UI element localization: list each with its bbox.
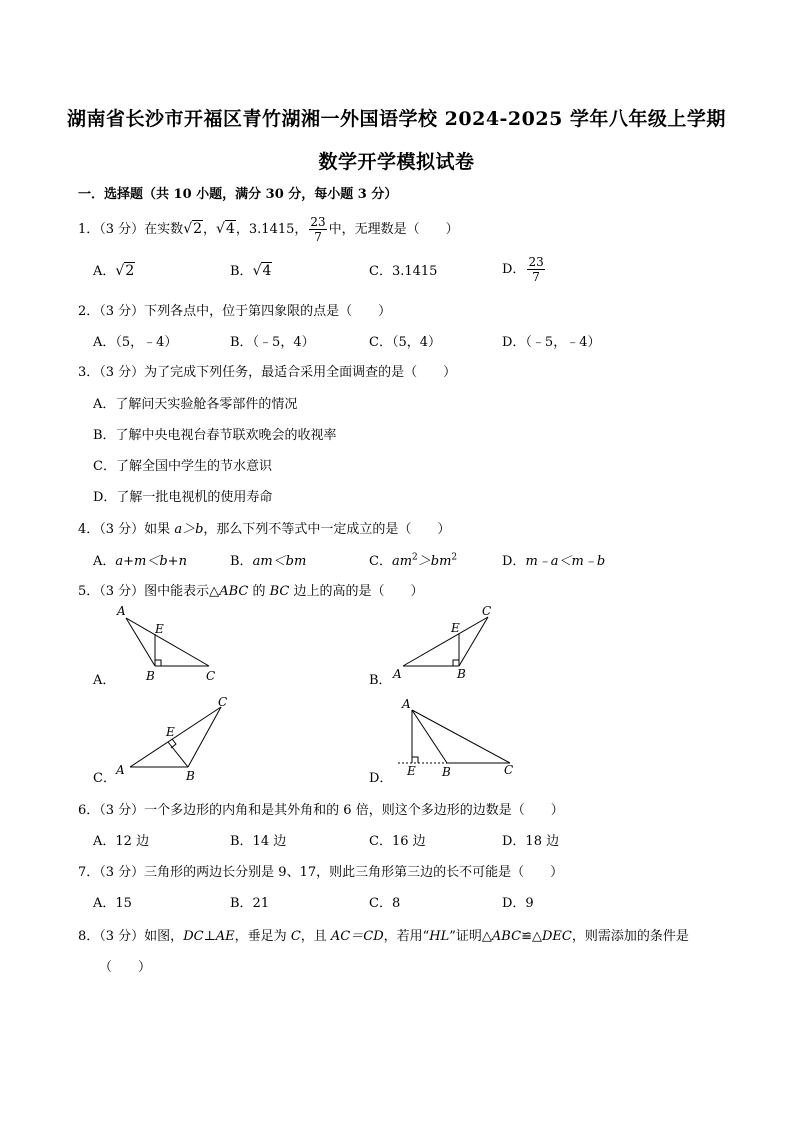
q7-option-b: B．21 bbox=[230, 896, 270, 911]
q6-option-d: D．18 边 bbox=[502, 834, 560, 849]
q5-figure-a bbox=[110, 600, 230, 685]
fraction-23-7: $\frac{23}{7}$ bbox=[310, 215, 326, 244]
q5-option-b-label: B． bbox=[369, 673, 392, 688]
q7-option-c: C．8 bbox=[369, 896, 401, 911]
q4-option-d: D．m﹣a＜m﹣b bbox=[502, 554, 606, 569]
question-2: 2．（3 分）下列各点中，位于第四象限的点是（ ） bbox=[78, 304, 392, 319]
q4-option-b: B．am＜bm bbox=[230, 554, 307, 569]
q1-option-c: C．3.1415 bbox=[369, 264, 438, 279]
q6-option-b: B．14 边 bbox=[230, 834, 287, 849]
q3-option-a: A．了解问天实验舱各零部件的情况 bbox=[93, 397, 298, 412]
label-b: B bbox=[146, 669, 155, 683]
svg-text:B: B bbox=[457, 667, 466, 681]
section-heading: 一．选择题（共 10 小题，满分 30 分，每小题 3 分） bbox=[78, 187, 398, 202]
svg-text:B: B bbox=[186, 769, 195, 783]
svg-text:B: B bbox=[442, 765, 451, 779]
svg-text:A: A bbox=[393, 667, 402, 681]
q4-option-c: C．$am^2>bm^2$ bbox=[369, 552, 458, 569]
question-4: 4．（3 分）如果 a＞b，那么下列不等式中一定成立的是（ ） bbox=[78, 522, 451, 537]
q5-option-a-label: A． bbox=[93, 673, 116, 688]
question-3: 3．（3 分）为了完成下列任务，最适合采用全面调查的是（ ） bbox=[78, 365, 457, 380]
page-title-line2: 数学开学模拟试卷 bbox=[318, 151, 475, 173]
label-c: C bbox=[206, 669, 216, 683]
q1-option-b: B．√4 bbox=[230, 263, 272, 279]
question-1: 1．（3 分）在实数√2，√4，3.1415， $\frac{23}{7}$ 中，无理数是（ ） bbox=[78, 215, 459, 244]
q7-option-a: A．15 bbox=[93, 896, 132, 911]
q1-option-d: D． $\frac{23}{7}$ bbox=[502, 255, 544, 284]
q1-prefix: 1．（3 分）在实数 bbox=[78, 222, 184, 237]
q5-figure-c bbox=[110, 692, 250, 787]
sqrt-4: √4 bbox=[216, 221, 235, 237]
q2-option-a: A．（5，﹣4） bbox=[93, 335, 178, 350]
svg-text:C: C bbox=[504, 763, 514, 777]
question-7: 7．（3 分）三角形的两边长分别是 9、17，则此三角形第三边的长不可能是（ ） bbox=[78, 865, 564, 880]
svg-text:E: E bbox=[166, 725, 175, 739]
label-a: A bbox=[117, 604, 126, 618]
q6-option-a: A．12 边 bbox=[93, 834, 150, 849]
page-title-line1: 湖南省长沙市开福区青竹湖湘一外国语学校 2024-2025 学年八年级上学期 bbox=[67, 108, 726, 130]
label-e: E bbox=[155, 622, 164, 636]
q5-figure-d bbox=[392, 692, 532, 787]
svg-text:E: E bbox=[407, 764, 416, 778]
q2-option-c: C．（5，4） bbox=[369, 335, 441, 350]
q5-option-c-label: C． bbox=[93, 771, 116, 786]
q1-option-a: A．√2 bbox=[93, 263, 135, 279]
q3-option-c: C．了解全国中学生的节水意识 bbox=[93, 459, 272, 474]
svg-text:A: A bbox=[116, 763, 125, 777]
question-6: 6．（3 分）一个多边形的内角和是其外角和的 6 倍，则这个多边形的边数是（ ） bbox=[78, 803, 564, 818]
svg-text:C: C bbox=[482, 604, 492, 618]
svg-text:C: C bbox=[218, 695, 228, 709]
sqrt-2: √2 bbox=[183, 221, 203, 237]
q2-option-d: D．（﹣5，﹣4） bbox=[502, 335, 601, 350]
q2-option-b: B．（﹣5，4） bbox=[230, 335, 315, 350]
q7-option-d: D．9 bbox=[502, 896, 534, 911]
svg-text:A: A bbox=[402, 697, 411, 711]
question-8-blank: （ ） bbox=[99, 960, 152, 975]
q5-option-d-label: D． bbox=[369, 771, 393, 786]
question-5: 5．（3 分）图中能表示△ABC 的 BC 边上的高的是（ ） bbox=[78, 584, 424, 599]
q6-option-c: C．16 边 bbox=[369, 834, 426, 849]
question-8: 8．（3 分）如图，DC⊥AE，垂足为 C，且 AC＝CD，若用“HL”证明△ABC≌△DEC，则需添加的条件是 bbox=[78, 929, 689, 944]
q3-option-d: D．了解一批电视机的使用寿命 bbox=[93, 490, 273, 505]
q5-figure-b bbox=[385, 600, 505, 685]
q4-option-a: A．a+m＜b+n bbox=[93, 554, 187, 569]
svg-text:E: E bbox=[451, 621, 460, 635]
q3-option-b: B．了解中央电视台春节联欢晚会的收视率 bbox=[93, 428, 337, 443]
